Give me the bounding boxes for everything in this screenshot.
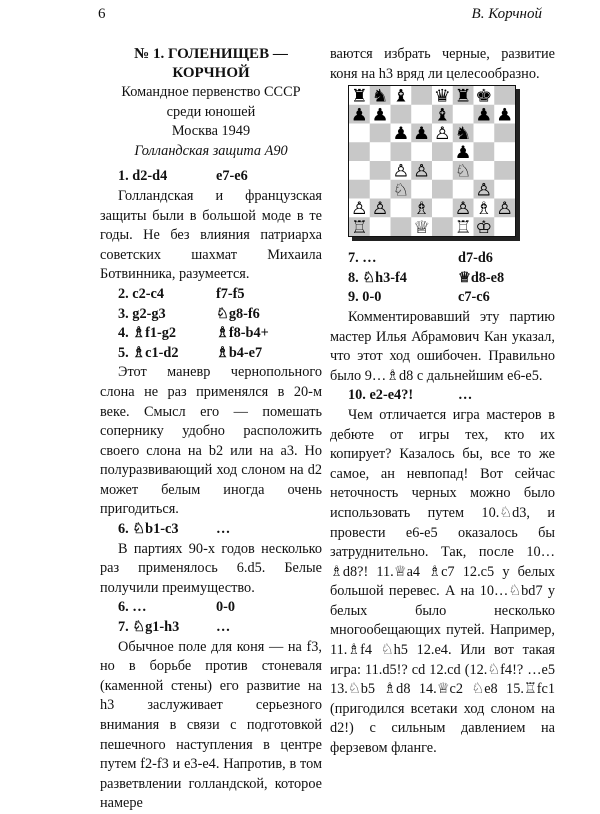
board-square: [494, 124, 515, 143]
white-move: 6. …: [118, 599, 147, 616]
move-row: [330, 386, 555, 406]
black-move: ♕d8-e8: [458, 269, 505, 286]
move-row: [330, 269, 555, 289]
black-move: ♗f8-b4+: [216, 325, 269, 342]
board-square: [411, 86, 432, 105]
game-title-line1: № 1. ГОЛЕНИЩЕВ —: [134, 46, 288, 62]
board-square: [391, 199, 412, 218]
comment: В партиях 90-х годов несколько раз применялось 6.d5. Белые получили преимущество.: [100, 540, 322, 596]
game-title: [100, 45, 322, 83]
comment: Этот маневр чернопольного слона не раз применялся в 20-м веке. Смысл его — помешать сопернику удобно расположить своего слона на b2 или на а3. Но полуразвивающий ход слоном на d2 может белым иногда очень пригодиться.: [100, 364, 322, 518]
board-square: [494, 142, 515, 161]
board-square: [391, 217, 412, 236]
comment: Голландская и французская защиты были в большой моде в те годы. Не без влияния патриарха советских шахмат Михаила Ботвинника, разумеется.: [100, 187, 322, 283]
move-row: [330, 288, 555, 308]
white-chess-piece-icon: [392, 162, 409, 182]
board-square: [370, 142, 391, 161]
white-move: 4. ♗f1-g2: [118, 325, 177, 342]
white-chess-piece-icon: [413, 199, 430, 219]
move-row: [330, 249, 555, 269]
white-move: 7. ♘g1-h3: [118, 619, 180, 636]
board-square: [474, 142, 495, 161]
board-square: [453, 180, 474, 199]
white-chess-piece-icon: [351, 218, 368, 236]
black-move: c7-c6: [458, 289, 490, 306]
board-square: [391, 105, 412, 124]
board-square: [432, 161, 453, 180]
board-square: [411, 105, 432, 124]
move-row: [100, 520, 322, 540]
black-chess-piece-icon: [475, 106, 492, 126]
white-chess-piece-icon: [413, 162, 430, 182]
board-square: [474, 124, 495, 143]
black-chess-piece-icon: [455, 124, 472, 144]
place-year: Москва 1949: [171, 123, 251, 140]
chess-diagram: [330, 85, 555, 235]
white-move: 1. d2-d4: [118, 168, 168, 185]
board-square: [349, 161, 370, 180]
board-square: [474, 161, 495, 180]
black-chess-piece-icon: [351, 87, 368, 107]
move-row: [100, 618, 322, 638]
opening-name: Голландская защита А90: [134, 142, 288, 159]
board-square: [349, 124, 370, 143]
black-move: …: [216, 521, 231, 538]
black-chess-piece-icon: [351, 106, 368, 126]
white-move: 6. ♘b1-c3: [118, 521, 179, 538]
chess-board: [348, 85, 516, 237]
white-move: 8. ♘h3-f4: [348, 269, 407, 286]
white-chess-piece-icon: [455, 218, 472, 236]
board-square: [349, 180, 370, 199]
board-square: [453, 105, 474, 124]
black-chess-piece-icon: [434, 87, 451, 107]
white-move: 3. g2-g3: [118, 305, 166, 322]
white-move: 7. …: [348, 250, 377, 267]
white-chess-piece-icon: [496, 199, 513, 219]
board-square: [370, 124, 391, 143]
event-line1: Командное первенство СССР: [121, 84, 301, 100]
black-move: ♘g8-f6: [216, 305, 260, 322]
black-chess-piece-icon: [372, 87, 389, 107]
black-move: f7-f5: [216, 285, 245, 302]
board-square: [432, 199, 453, 218]
event-line2: среди юношей: [166, 103, 256, 120]
white-chess-piece-icon: [351, 199, 368, 219]
board-square: [432, 217, 453, 236]
white-move: 9. 0-0: [348, 289, 382, 306]
board-square: [494, 161, 515, 180]
black-chess-piece-icon: [372, 106, 389, 126]
white-chess-piece-icon: [434, 124, 451, 144]
black-chess-piece-icon: [475, 87, 492, 107]
move-row: [100, 305, 322, 325]
black-chess-piece-icon: [455, 143, 472, 163]
white-chess-piece-icon: [392, 181, 409, 201]
white-chess-piece-icon: [475, 181, 492, 201]
black-chess-piece-icon: [496, 106, 513, 126]
page-number: 6: [98, 6, 106, 22]
black-chess-piece-icon: [413, 124, 430, 144]
white-chess-piece-icon: [455, 199, 472, 219]
black-move: …: [216, 619, 231, 636]
black-move: e7-e6: [216, 168, 248, 185]
game-title-line2: КОРЧНОЙ: [172, 65, 250, 81]
comment-continued: ваются избрать черные, развитие коня на h3 вряд ли целесообразно.: [330, 46, 555, 82]
board-square: [494, 86, 515, 105]
running-header-author: В. Корчной: [471, 6, 542, 22]
board-square: [432, 142, 453, 161]
move-row: [100, 285, 322, 305]
white-chess-piece-icon: [475, 199, 492, 219]
white-chess-piece-icon: [475, 218, 492, 236]
white-move: 10. e2-e4?!: [348, 387, 414, 404]
move-row: [100, 598, 322, 618]
black-chess-piece-icon: [434, 106, 451, 126]
board-square: [432, 180, 453, 199]
white-move: 5. ♗c1-d2: [118, 344, 179, 361]
board-square: [349, 142, 370, 161]
chess-board-graphic: [349, 86, 515, 236]
board-square: [494, 180, 515, 199]
black-move: d7-d6: [458, 250, 493, 267]
comment: Обычное поле для коня — на f3, но в борьбе против стоневаля (каменной стены) его развитие на h3 заслуживает серьезного внимания в связи с подготовкой пешечного наступления в центре путем f2-f3 и е3-е4. Напротив, в том разветвлении голландской, которое намере: [100, 638, 322, 812]
white-chess-piece-icon: [372, 199, 389, 219]
board-square: [391, 142, 412, 161]
right-column: [330, 45, 555, 759]
black-move: 0-0: [216, 599, 236, 616]
comment: Комментировавший эту партию мастер Илья Абрамович Кан указал, что этот ход ошибочен. Правильно было 9…♗d8 с дальнейшим е6-е5.: [330, 308, 555, 384]
black-chess-piece-icon: [455, 87, 472, 107]
white-move: 2. c2-c4: [118, 285, 165, 302]
board-square: [370, 217, 391, 236]
comment: Чем отличается игра мастеров в дебюте от игры тех, кто их копирует? Казалось бы, все то же самое, ан невпопад! Вот сейчас неточность черных можно было использовать путем 10.♘d3, и провести е6-е5 оказалось бы затруднительно. Так, после 10…♗d8?! 11.♕a4 ♗c7 12.c5 у белых большой перевес. А на 10…♘bd7 у белых было несколько многообещающих путей. Например, 11.♗f4 ♘h5 12.e4. Или вот такая игра: 11.d5!? cd 12.cd (12.♘f4!? …e5 13.♘b5 ♗d8 14.♕c2 ♘e8 15.♖fc1 (пригодился всетаки ход слоном на d2!) с сильным давлением на ферзевом фланге.: [330, 406, 555, 757]
board-square: [494, 217, 515, 236]
left-column: [100, 45, 322, 814]
move-row: [100, 167, 322, 187]
board-square: [370, 180, 391, 199]
white-chess-piece-icon: [413, 218, 430, 236]
black-move: …: [458, 387, 473, 404]
move-row: [100, 344, 322, 364]
move-row: [100, 324, 322, 344]
black-chess-piece-icon: [392, 124, 409, 144]
black-chess-piece-icon: [392, 87, 409, 107]
white-chess-piece-icon: [455, 162, 472, 182]
board-square: [411, 142, 432, 161]
board-square: [411, 180, 432, 199]
black-move: ♗b4-e7: [216, 344, 263, 361]
board-square: [370, 161, 391, 180]
